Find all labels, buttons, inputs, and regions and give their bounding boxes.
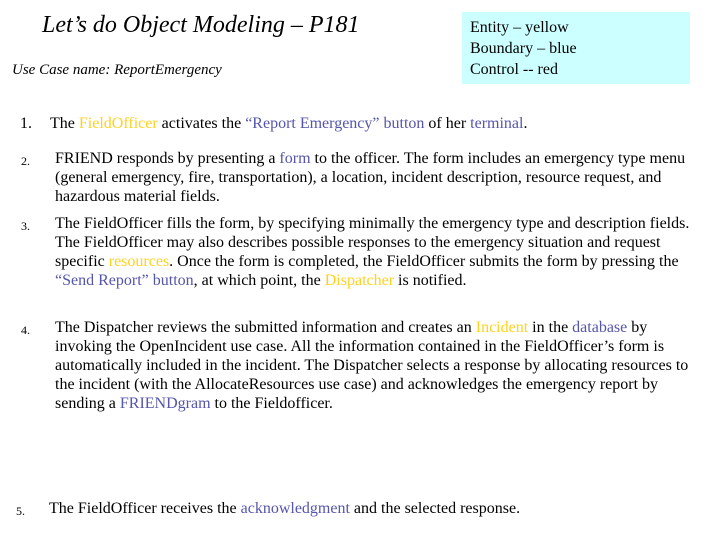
step-number: 3.: [21, 219, 30, 233]
use-case-name: Use Case name: ReportEmergency: [12, 62, 222, 78]
legend-boundary: Boundary – blue: [470, 40, 577, 57]
step-text: [55, 149, 707, 206]
step-text-segment: activates the: [157, 115, 246, 132]
step-text-segment: FRIEND responds by presenting a: [55, 150, 280, 167]
entity-term: Incident: [475, 319, 529, 336]
step-text-segment: of her: [424, 115, 471, 132]
boundary-term: terminal: [470, 115, 524, 132]
step-text-segment: , at which point, the: [193, 272, 325, 289]
entity-term: FieldOfficer: [78, 115, 158, 132]
legend-control: Control -- red: [470, 61, 558, 78]
step-text-segment: The FieldOfficer receives the: [49, 500, 241, 517]
boundary-term: form: [279, 150, 311, 167]
boundary-term: FRIENDgram: [119, 395, 211, 412]
step-text-segment: by invoking the OpenIncident use case. All the information contained in the FieldOfficer’s form is automatically included in the incident. The Dispatcher selects a response by allocating resources to the incident (with the AllocateResources use case) and acknowledges the emergency report by sending a: [55, 319, 689, 412]
entity-term: Dispatcher: [324, 272, 395, 289]
boundary-term: “Send Report” button: [55, 272, 194, 289]
boundary-term: “Report Emergency” button: [245, 115, 425, 132]
page-title: Let’s do Object Modeling – P181: [42, 12, 360, 38]
step-number: 5.: [16, 504, 25, 518]
step-number: 4.: [21, 323, 30, 337]
step-text-segment: and the selected response.: [349, 500, 521, 517]
legend-entity: Entity – yellow: [470, 19, 569, 36]
entity-term: resources: [108, 253, 170, 270]
step-text-segment: The Dispatcher reviews the submitted information and creates an: [55, 319, 476, 336]
step-text: [55, 318, 707, 413]
step-text-segment: The: [50, 115, 79, 132]
step-text-segment: in the: [528, 319, 573, 336]
boundary-term: database: [572, 319, 628, 336]
step-text-segment: .: [523, 115, 528, 132]
step-text-segment: is notified.: [394, 272, 467, 289]
step-text: [55, 214, 707, 290]
boundary-term: acknowledgment: [240, 500, 350, 517]
step-text-segment: to the officer. The form includes an emergency type menu (general emergency, fire, transportation), a location, incident description, resource request, and hazardous material fields.: [55, 150, 686, 205]
step-text: [50, 114, 710, 133]
color-legend-box: [462, 12, 690, 84]
step-text: [49, 499, 709, 518]
step-text-segment: The FieldOfficer fills the form, by specifying minimally the emergency type and description fields. The FieldOfficer may also describes possible responses to the emergency situation and request specific: [55, 215, 690, 270]
step-number: 1.: [20, 115, 32, 132]
step-number: 2.: [21, 154, 30, 168]
step-text-segment: . Once the form is completed, the FieldOfficer submits the form by pressing the: [169, 253, 679, 270]
step-text-segment: to the Fieldofficer.: [210, 395, 333, 412]
